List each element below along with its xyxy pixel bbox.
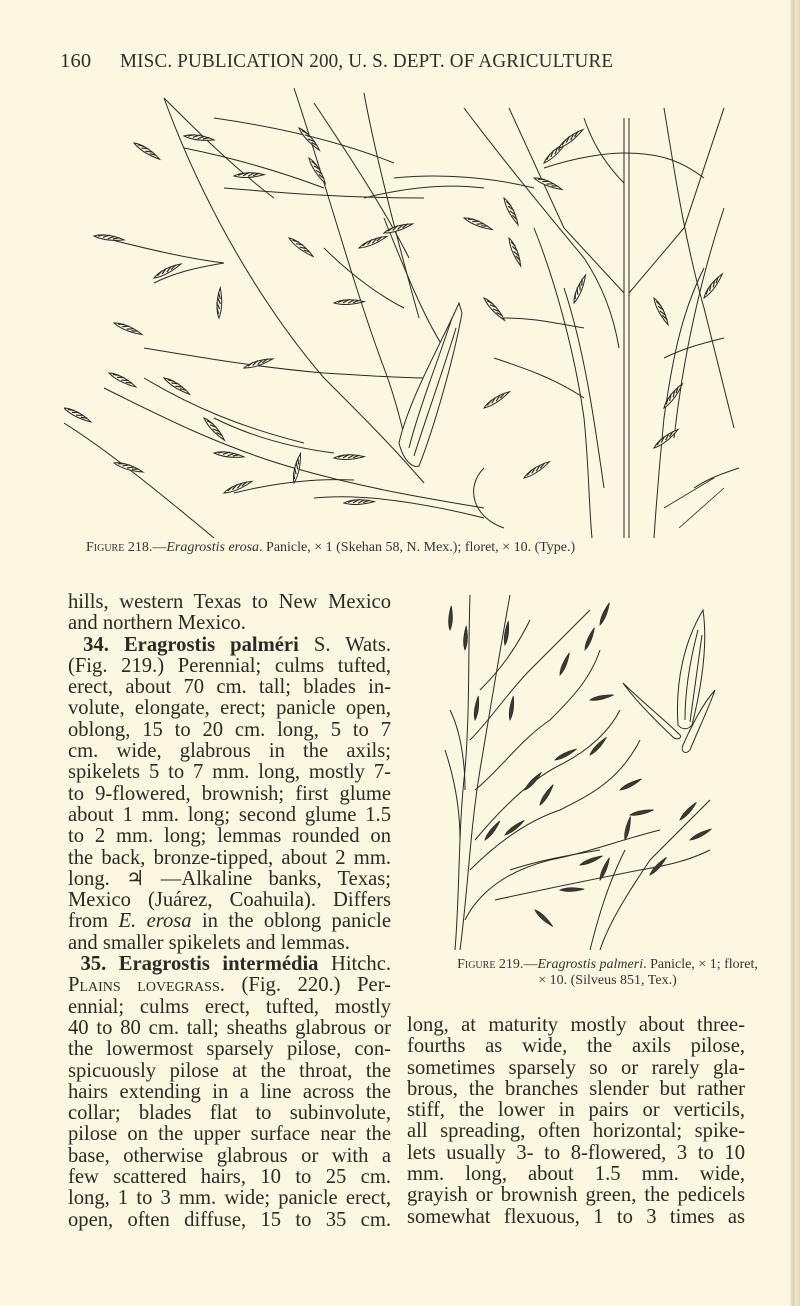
text-line: oblong, 15 to 20 cm. long, 5 to 7 — [68, 718, 391, 741]
figure-218-caption: Figure 218.—Eragrostis erosa. Panicle, × 1 (Skehan 58, N. Mex.); floret, × 10. (Type.) — [86, 540, 576, 555]
text-line: volute, elongate, erect; panicle open, — [68, 697, 391, 720]
text-line: hairs extending in a line across the — [68, 1080, 391, 1103]
text-line: lets usually 3- to 8-flowered, 3 to 10 — [407, 1141, 745, 1164]
text-line: and northern Mexico. — [68, 612, 246, 635]
perennial-symbol-icon: ♃ — [126, 867, 145, 890]
text-line: long, 1 to 3 mm. wide; panicle erect, — [68, 1187, 391, 1210]
text-line: hills, western Texas to New Mexico — [68, 591, 391, 613]
text-line: sometimes sparsely so or rarely gla- — [407, 1056, 745, 1079]
figure-218-illustration — [64, 88, 740, 538]
page-binding-edge — [790, 0, 800, 1306]
text-fragment: long. — [68, 867, 127, 890]
species-name: Eragrostis erosa — [166, 540, 260, 555]
text-line: about 1 mm. long; second glume 1.5 — [68, 803, 391, 826]
text-line — [68, 975, 391, 996]
text-line — [68, 911, 391, 932]
page-number: 160 — [60, 50, 92, 72]
common-name: Plains lovegrass — [68, 974, 220, 997]
text-line: spicuously pilose at the throat, the — [68, 1059, 391, 1082]
text-line — [68, 869, 391, 890]
text-line: Mexico (Juárez, Coahuila). Differs — [68, 889, 391, 912]
running-head: MISC. PUBLICATION 200, U. S. DEPT. OF AGRICULTURE — [120, 50, 614, 72]
text-line: long, at maturity mostly about three- — [407, 1014, 745, 1036]
text-line: the lowermost sparsely pilose, con- — [68, 1038, 391, 1061]
text-line: erect, about 70 cm. tall; blades in- — [68, 676, 391, 699]
text-line: all spreading, often horizontal; spike- — [407, 1120, 745, 1143]
text-line: pilose on the upper surface near the — [68, 1123, 391, 1146]
left-text-column — [68, 592, 391, 1231]
figure-219-illustration — [440, 590, 740, 960]
text-line: (Fig. 219.) Perennial; culms tufted, — [68, 654, 391, 677]
caption-text: . Panicle, × 1 (Skehan 58, N. Mex.); floret, × 10. (Type.) — [259, 540, 576, 555]
text-line: stiff, the lower in pairs or verticils, — [407, 1099, 745, 1122]
text-line: fourths as wide, the axils pilose, — [407, 1035, 745, 1058]
species-name: E. erosa — [118, 910, 192, 933]
species-number: 34. — [83, 633, 109, 656]
species-authority: S. Wats. — [298, 633, 392, 656]
text-line: the back, bronze-tipped, about 2 mm. — [68, 846, 391, 869]
species-authority: Hitchc. — [318, 953, 391, 976]
text-fragment: . (Fig. 220.) Per- — [219, 974, 391, 997]
caption-text: . Panicle, × 1; floret, — [643, 957, 758, 972]
caption-text-line2: × 10. (Silveus 851, Tex.) — [538, 973, 677, 988]
right-text-column — [407, 1015, 745, 1228]
species-name: Eragrostis palméri — [123, 633, 299, 656]
text-line: spikelets 5 to 7 mm. long, mostly 7- — [68, 761, 391, 784]
species-heading-34 — [68, 635, 391, 656]
species-number: 35. — [80, 953, 107, 976]
text-line: brous, the branches slender but rather — [407, 1077, 745, 1100]
text-line: few scattered hairs, 10 to 25 cm. — [68, 1166, 391, 1189]
text-fragment: from — [68, 910, 119, 933]
text-fragment: in the oblong panicle — [191, 910, 391, 933]
text-line: ennial; culms erect, tufted, mostly — [68, 995, 391, 1018]
text-line: open, often diffuse, 15 to 35 cm. — [68, 1208, 391, 1231]
species-name: Eragrostis palmeri — [537, 957, 644, 972]
text-line: and smaller spikelets and lemmas. — [68, 931, 350, 954]
page-header — [60, 50, 700, 80]
figure-label: Figure 218. — [86, 540, 153, 555]
figure-219-caption: Figure 219.—Eragrostis palmeri. Panicle, × 1; floret, × 10. (Silveus 851, Tex.) — [457, 957, 758, 988]
text-line: collar; blades flat to subinvolute, — [68, 1102, 391, 1125]
species-name: Eragrostis intermédia — [118, 953, 319, 976]
text-line: mm. long, about 1.5 mm. wide, — [407, 1163, 745, 1186]
text-line: to 2 mm. long; lemmas rounded on — [68, 825, 391, 848]
text-line: to 9-flowered, brownish; first glume — [68, 782, 391, 805]
species-heading-35 — [68, 954, 391, 975]
text-line: 40 to 80 cm. tall; sheaths glabrous or — [68, 1016, 391, 1039]
text-line: grayish or brownish green, the pedicels — [407, 1184, 745, 1207]
figure-label: Figure 219. — [457, 957, 524, 972]
text-fragment: —Alkaline banks, Texas; — [144, 867, 391, 890]
text-line: base, otherwise glabrous or with a — [68, 1144, 391, 1167]
text-line: cm. wide, glabrous in the axils; — [68, 740, 391, 763]
text-line: somewhat flexuous, 1 to 3 times as — [407, 1205, 745, 1228]
